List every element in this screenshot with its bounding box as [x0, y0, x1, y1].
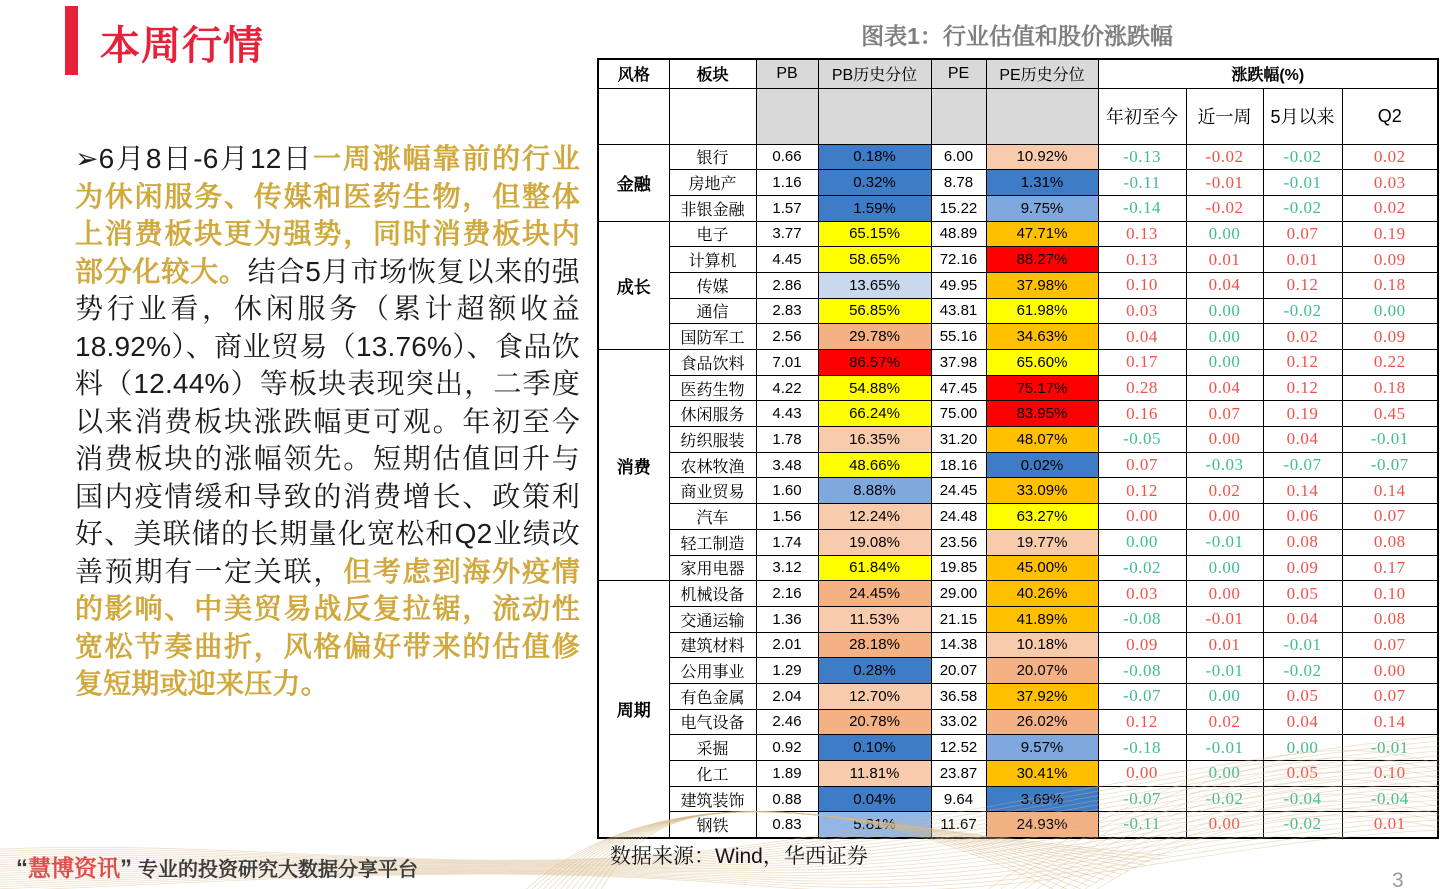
change-cell: 0.00 — [1186, 324, 1263, 350]
pb-percentile-cell: 48.66% — [818, 452, 931, 478]
page-number: 3 — [1392, 869, 1404, 889]
sector-cell: 钢铁 — [669, 812, 756, 838]
pb-percentile-cell: 29.78% — [818, 324, 931, 350]
pb-cell: 2.01 — [756, 632, 818, 658]
sector-cell: 国防军工 — [669, 324, 756, 350]
brand-quote-close: ” — [120, 855, 132, 882]
change-cell: -0.04 — [1342, 786, 1438, 812]
pe-cell: 11.67 — [931, 812, 986, 838]
change-cell: 0.08 — [1342, 529, 1438, 555]
sector-cell: 电子 — [669, 221, 756, 247]
change-cell: 0.04 — [1263, 709, 1342, 735]
pb-cell: 3.12 — [756, 555, 818, 581]
change-cell: -0.02 — [1263, 298, 1342, 324]
pb-percentile-cell: 0.32% — [818, 170, 931, 196]
sector-cell: 建筑装饰 — [669, 786, 756, 812]
brand-tagline: 专业的投资研究大数据分享平台 — [138, 859, 418, 881]
pb-cell: 2.46 — [756, 709, 818, 735]
change-cell: 0.17 — [1342, 555, 1438, 581]
header-change-period: Q2 — [1342, 88, 1438, 144]
change-cell: 0.00 — [1186, 581, 1263, 607]
sector-cell: 通信 — [669, 298, 756, 324]
change-cell: -0.13 — [1098, 144, 1186, 170]
change-cell: 0.18 — [1342, 272, 1438, 298]
pe-percentile-cell: 47.71% — [986, 221, 1098, 247]
header-sector: 板块 — [669, 59, 756, 88]
change-cell: 0.00 — [1098, 761, 1186, 787]
pe-cell: 18.16 — [931, 452, 986, 478]
pb-cell: 0.83 — [756, 812, 818, 838]
change-cell: -0.11 — [1098, 170, 1186, 196]
change-cell: 0.07 — [1186, 401, 1263, 427]
pe-percentile-cell: 48.07% — [986, 427, 1098, 453]
pb-percentile-cell: 20.78% — [818, 709, 931, 735]
change-cell: 0.08 — [1263, 529, 1342, 555]
change-cell: 0.07 — [1098, 452, 1186, 478]
pb-percentile-cell: 13.65% — [818, 272, 931, 298]
brand-name: 慧博资讯 — [28, 855, 120, 881]
style-group-cell: 成长 — [598, 221, 669, 349]
sector-cell: 有色金属 — [669, 683, 756, 709]
change-cell: 0.00 — [1186, 761, 1263, 787]
change-cell: -0.05 — [1098, 427, 1186, 453]
sector-cell: 交通运输 — [669, 606, 756, 632]
sector-cell: 计算机 — [669, 247, 756, 273]
pe-cell: 36.58 — [931, 683, 986, 709]
pe-cell: 43.81 — [931, 298, 986, 324]
pb-cell: 3.48 — [756, 452, 818, 478]
pe-cell: 37.98 — [931, 350, 986, 376]
sector-cell: 农林牧渔 — [669, 452, 756, 478]
sector-cell: 建筑材料 — [669, 632, 756, 658]
commentary-segment: 一周涨幅靠前的行业为休闲服务、传媒和医药生物，但整体上消费板块更为强势，同时消费板块内部分化较大。 — [75, 143, 580, 287]
change-cell: -0.11 — [1098, 812, 1186, 838]
pb-percentile-cell: 65.15% — [818, 221, 931, 247]
header-gray-blank — [931, 88, 986, 144]
pb-percentile-cell: 58.65% — [818, 247, 931, 273]
header-style: 风格 — [598, 59, 669, 88]
change-cell: 0.01 — [1342, 812, 1438, 838]
sector-cell: 家用电器 — [669, 555, 756, 581]
change-cell: -0.01 — [1263, 632, 1342, 658]
pb-percentile-cell: 54.88% — [818, 375, 931, 401]
pb-cell: 1.29 — [756, 658, 818, 684]
pb-percentile-cell: 11.53% — [818, 606, 931, 632]
title-accent-bar — [65, 6, 78, 75]
change-cell: 0.16 — [1098, 401, 1186, 427]
pe-cell: 72.16 — [931, 247, 986, 273]
header-style-blank — [598, 88, 669, 144]
change-cell: 0.06 — [1263, 504, 1342, 530]
pe-percentile-cell: 61.98% — [986, 298, 1098, 324]
pb-cell: 1.57 — [756, 195, 818, 221]
pe-cell: 6.00 — [931, 144, 986, 170]
change-cell: 0.12 — [1263, 350, 1342, 376]
sector-cell: 商业贸易 — [669, 478, 756, 504]
change-cell: 0.04 — [1186, 375, 1263, 401]
change-cell: 0.10 — [1342, 581, 1438, 607]
change-cell: 0.28 — [1098, 375, 1186, 401]
change-cell: 0.07 — [1342, 504, 1438, 530]
pb-cell: 2.04 — [756, 683, 818, 709]
sector-cell: 公用事业 — [669, 658, 756, 684]
change-cell: -0.07 — [1263, 452, 1342, 478]
header-gray-blank — [818, 88, 931, 144]
sector-cell: 食品饮料 — [669, 350, 756, 376]
sector-cell: 医药生物 — [669, 375, 756, 401]
change-cell: 0.04 — [1186, 272, 1263, 298]
pb-percentile-cell: 1.59% — [818, 195, 931, 221]
change-cell: -0.02 — [1186, 786, 1263, 812]
data-source-note: 数据来源：Wind，华西证券 — [610, 845, 868, 868]
sector-cell: 非银金融 — [669, 195, 756, 221]
pb-cell: 0.66 — [756, 144, 818, 170]
pe-percentile-cell: 20.07% — [986, 658, 1098, 684]
change-cell: 0.00 — [1186, 812, 1263, 838]
pe-percentile-cell: 88.27% — [986, 247, 1098, 273]
change-cell: -0.02 — [1263, 144, 1342, 170]
sector-cell: 化工 — [669, 761, 756, 787]
pe-percentile-cell: 0.02% — [986, 452, 1098, 478]
pe-percentile-cell: 30.41% — [986, 761, 1098, 787]
pe-cell: 14.38 — [931, 632, 986, 658]
change-cell: 0.00 — [1098, 504, 1186, 530]
change-cell: 0.09 — [1263, 555, 1342, 581]
pb-percentile-cell: 0.04% — [818, 786, 931, 812]
change-cell: 0.00 — [1186, 683, 1263, 709]
change-cell: -0.02 — [1263, 195, 1342, 221]
brand-quote-open: “ — [16, 855, 28, 882]
pb-cell: 1.56 — [756, 504, 818, 530]
change-cell: 0.00 — [1342, 658, 1438, 684]
pe-cell: 12.52 — [931, 735, 986, 761]
change-cell: 0.17 — [1098, 350, 1186, 376]
change-cell: 0.18 — [1342, 375, 1438, 401]
change-cell: 0.14 — [1263, 478, 1342, 504]
pb-cell: 1.74 — [756, 529, 818, 555]
pb-cell: 4.22 — [756, 375, 818, 401]
change-cell: 0.03 — [1098, 298, 1186, 324]
change-cell: 0.10 — [1342, 761, 1438, 787]
pe-percentile-cell: 9.75% — [986, 195, 1098, 221]
pe-cell: 24.48 — [931, 504, 986, 530]
sector-cell: 传媒 — [669, 272, 756, 298]
pb-percentile-cell: 5.81% — [818, 812, 931, 838]
change-cell: 0.02 — [1342, 144, 1438, 170]
valuation-table-wrap — [597, 58, 1439, 839]
pb-percentile-cell: 66.24% — [818, 401, 931, 427]
pe-cell: 21.15 — [931, 606, 986, 632]
change-cell: 0.00 — [1342, 298, 1438, 324]
pb-cell: 3.77 — [756, 221, 818, 247]
pb-percentile-cell: 24.45% — [818, 581, 931, 607]
pb-cell: 0.92 — [756, 735, 818, 761]
change-cell: -0.08 — [1098, 658, 1186, 684]
pe-cell: 29.00 — [931, 581, 986, 607]
change-cell: -0.03 — [1186, 452, 1263, 478]
pe-percentile-cell: 10.18% — [986, 632, 1098, 658]
pb-percentile-cell: 12.70% — [818, 683, 931, 709]
pe-percentile-cell: 3.69% — [986, 786, 1098, 812]
change-cell: 0.07 — [1263, 221, 1342, 247]
change-cell: 0.02 — [1186, 478, 1263, 504]
pe-percentile-cell: 33.09% — [986, 478, 1098, 504]
sector-cell: 采掘 — [669, 735, 756, 761]
commentary-text — [75, 140, 580, 703]
change-cell: 0.00 — [1263, 735, 1342, 761]
pb-percentile-cell: 16.35% — [818, 427, 931, 453]
change-cell: 0.01 — [1186, 247, 1263, 273]
change-cell: -0.07 — [1342, 452, 1438, 478]
change-cell: 0.12 — [1098, 478, 1186, 504]
pe-cell: 9.64 — [931, 786, 986, 812]
change-cell: 0.19 — [1342, 221, 1438, 247]
pb-percentile-cell: 11.81% — [818, 761, 931, 787]
change-cell: -0.04 — [1263, 786, 1342, 812]
pb-percentile-cell: 28.18% — [818, 632, 931, 658]
style-group-cell: 周期 — [598, 581, 669, 838]
change-cell: -0.02 — [1186, 195, 1263, 221]
pb-percentile-cell: 19.08% — [818, 529, 931, 555]
pe-percentile-cell: 40.26% — [986, 581, 1098, 607]
brand-footer — [16, 850, 418, 883]
pe-cell: 49.95 — [931, 272, 986, 298]
change-cell: -0.02 — [1186, 144, 1263, 170]
change-cell: -0.02 — [1263, 658, 1342, 684]
pb-cell: 1.16 — [756, 170, 818, 196]
change-cell: 0.01 — [1263, 247, 1342, 273]
change-cell: 0.09 — [1342, 324, 1438, 350]
change-cell: -0.07 — [1098, 683, 1186, 709]
change-cell: -0.01 — [1342, 427, 1438, 453]
pb-percentile-cell: 61.84% — [818, 555, 931, 581]
pe-percentile-cell: 26.02% — [986, 709, 1098, 735]
pe-percentile-cell: 9.57% — [986, 735, 1098, 761]
change-cell: 0.04 — [1263, 606, 1342, 632]
change-cell: -0.01 — [1342, 735, 1438, 761]
commentary-segment: 结合5月市场恢复以来的强势行业看，休闲服务（累计超额收益18.92%）、商业贸易（13.76%）、食品饮料（12.44%）等板块表现突出，二季度以来消费板块涨跌幅更可观。年初至今消费板块的涨幅领先。短期估值回升与国内疫情缓和导致的消费增长、政策利好、美联储的长期量化宽松和Q2业绩改善预期有一定关联， — [75, 255, 580, 587]
pb-cell: 2.83 — [756, 298, 818, 324]
pe-cell: 23.56 — [931, 529, 986, 555]
change-cell: 0.19 — [1263, 401, 1342, 427]
change-cell: 0.00 — [1098, 529, 1186, 555]
change-cell: 0.03 — [1098, 581, 1186, 607]
pb-cell: 1.89 — [756, 761, 818, 787]
pe-cell: 8.78 — [931, 170, 986, 196]
change-cell: 0.02 — [1263, 324, 1342, 350]
pe-percentile-cell: 37.98% — [986, 272, 1098, 298]
change-cell: -0.01 — [1186, 529, 1263, 555]
pe-cell: 33.02 — [931, 709, 986, 735]
change-cell: 0.02 — [1186, 709, 1263, 735]
header-change-period: 近一周 — [1186, 88, 1263, 144]
change-cell: -0.01 — [1186, 170, 1263, 196]
change-cell: 0.03 — [1342, 170, 1438, 196]
change-cell: 0.09 — [1342, 247, 1438, 273]
pe-percentile-cell: 65.60% — [986, 350, 1098, 376]
change-cell: -0.02 — [1098, 555, 1186, 581]
pb-cell: 2.56 — [756, 324, 818, 350]
change-cell: 0.00 — [1186, 504, 1263, 530]
pb-percentile-cell: 86.57% — [818, 350, 931, 376]
pb-cell: 1.60 — [756, 478, 818, 504]
change-cell: -0.01 — [1186, 606, 1263, 632]
change-cell: 0.13 — [1098, 221, 1186, 247]
pe-cell: 55.16 — [931, 324, 986, 350]
sector-cell: 电气设备 — [669, 709, 756, 735]
header-gray-blank — [986, 88, 1098, 144]
change-cell: -0.07 — [1098, 786, 1186, 812]
pb-percentile-cell: 0.28% — [818, 658, 931, 684]
pb-percentile-cell: 12.24% — [818, 504, 931, 530]
change-cell: 0.00 — [1186, 221, 1263, 247]
sector-cell: 纺织服装 — [669, 427, 756, 453]
pe-cell: 19.85 — [931, 555, 986, 581]
change-cell: 0.08 — [1342, 606, 1438, 632]
bullet-arrow-icon: ➢ — [75, 143, 99, 174]
pe-cell: 75.00 — [931, 401, 986, 427]
change-cell: 0.10 — [1098, 272, 1186, 298]
pb-cell: 4.45 — [756, 247, 818, 273]
change-cell: 0.05 — [1263, 581, 1342, 607]
change-cell: 0.00 — [1186, 350, 1263, 376]
sector-cell: 银行 — [669, 144, 756, 170]
pe-percentile-cell: 37.92% — [986, 683, 1098, 709]
pb-percentile-cell: 8.88% — [818, 478, 931, 504]
change-cell: 0.45 — [1342, 401, 1438, 427]
change-cell: 0.09 — [1098, 632, 1186, 658]
style-group-cell: 消费 — [598, 350, 669, 581]
pe-percentile-cell: 19.77% — [986, 529, 1098, 555]
change-cell: -0.01 — [1186, 658, 1263, 684]
change-cell: 0.22 — [1342, 350, 1438, 376]
change-cell: 0.05 — [1263, 761, 1342, 787]
pb-cell: 1.78 — [756, 427, 818, 453]
pb-percentile-cell: 56.85% — [818, 298, 931, 324]
pb-cell: 7.01 — [756, 350, 818, 376]
header-change-period: 年初至今 — [1098, 88, 1186, 144]
sector-cell: 汽车 — [669, 504, 756, 530]
header-pb: PB — [756, 59, 818, 88]
pe-cell: 23.87 — [931, 761, 986, 787]
pe-cell: 48.89 — [931, 221, 986, 247]
sector-cell: 休闲服务 — [669, 401, 756, 427]
change-cell: -0.01 — [1186, 735, 1263, 761]
change-cell: 0.02 — [1342, 195, 1438, 221]
change-cell: -0.08 — [1098, 606, 1186, 632]
page-title: 本周行情 — [100, 24, 264, 68]
header-change: 涨跌幅(%) — [1098, 59, 1438, 88]
change-cell: 0.01 — [1186, 632, 1263, 658]
change-cell: 0.00 — [1186, 427, 1263, 453]
header-pe-percentile: PE历史分位 — [986, 59, 1098, 88]
pb-cell: 2.16 — [756, 581, 818, 607]
pb-cell: 0.88 — [756, 786, 818, 812]
change-cell: -0.18 — [1098, 735, 1186, 761]
pb-percentile-cell: 0.10% — [818, 735, 931, 761]
change-cell: 0.14 — [1342, 478, 1438, 504]
header-sector-blank — [669, 88, 756, 144]
style-group-cell: 金融 — [598, 144, 669, 221]
pe-cell: 20.07 — [931, 658, 986, 684]
pe-cell: 15.22 — [931, 195, 986, 221]
header-pb-percentile: PB历史分位 — [818, 59, 931, 88]
pe-percentile-cell: 75.17% — [986, 375, 1098, 401]
pe-cell: 31.20 — [931, 427, 986, 453]
pe-percentile-cell: 1.31% — [986, 170, 1098, 196]
sector-cell: 轻工制造 — [669, 529, 756, 555]
change-cell: -0.02 — [1263, 812, 1342, 838]
valuation-table — [597, 58, 1439, 839]
change-cell: 0.04 — [1263, 427, 1342, 453]
pb-cell: 2.86 — [756, 272, 818, 298]
sector-cell: 机械设备 — [669, 581, 756, 607]
pe-percentile-cell: 34.63% — [986, 324, 1098, 350]
pe-percentile-cell: 63.27% — [986, 504, 1098, 530]
change-cell: 0.07 — [1342, 632, 1438, 658]
header-change-period: 5月以来 — [1263, 88, 1342, 144]
change-cell: -0.01 — [1263, 170, 1342, 196]
change-cell: 0.07 — [1342, 683, 1438, 709]
change-cell: 0.12 — [1098, 709, 1186, 735]
pe-percentile-cell: 41.89% — [986, 606, 1098, 632]
change-cell: 0.05 — [1263, 683, 1342, 709]
pe-cell: 47.45 — [931, 375, 986, 401]
pe-cell: 24.45 — [931, 478, 986, 504]
commentary-segment: 但考虑到海外疫情的影响、中美贸易战反复拉锯，流动性宽松节奏曲折，风格偏好带来的估值修复短期或迎来压力。 — [75, 555, 580, 699]
pb-percentile-cell: 0.18% — [818, 144, 931, 170]
pe-percentile-cell: 45.00% — [986, 555, 1098, 581]
header-pe: PE — [931, 59, 986, 88]
change-cell: -0.14 — [1098, 195, 1186, 221]
chart-title: 图表1：行业估值和股价涨跌幅 — [861, 23, 1173, 49]
change-cell: 0.13 — [1098, 247, 1186, 273]
change-cell: 0.04 — [1098, 324, 1186, 350]
pe-percentile-cell: 10.92% — [986, 144, 1098, 170]
change-cell: 0.12 — [1263, 375, 1342, 401]
commentary-segment: 6月8日-6月12日 — [98, 143, 314, 174]
change-cell: 0.14 — [1342, 709, 1438, 735]
header-gray-blank — [756, 88, 818, 144]
sector-cell: 房地产 — [669, 170, 756, 196]
commentary-segments — [75, 143, 580, 699]
pe-percentile-cell: 24.93% — [986, 812, 1098, 838]
change-cell: 0.00 — [1186, 298, 1263, 324]
change-cell: 0.00 — [1186, 555, 1263, 581]
pe-percentile-cell: 83.95% — [986, 401, 1098, 427]
pb-cell: 1.36 — [756, 606, 818, 632]
pb-cell: 4.43 — [756, 401, 818, 427]
change-cell: 0.12 — [1263, 272, 1342, 298]
